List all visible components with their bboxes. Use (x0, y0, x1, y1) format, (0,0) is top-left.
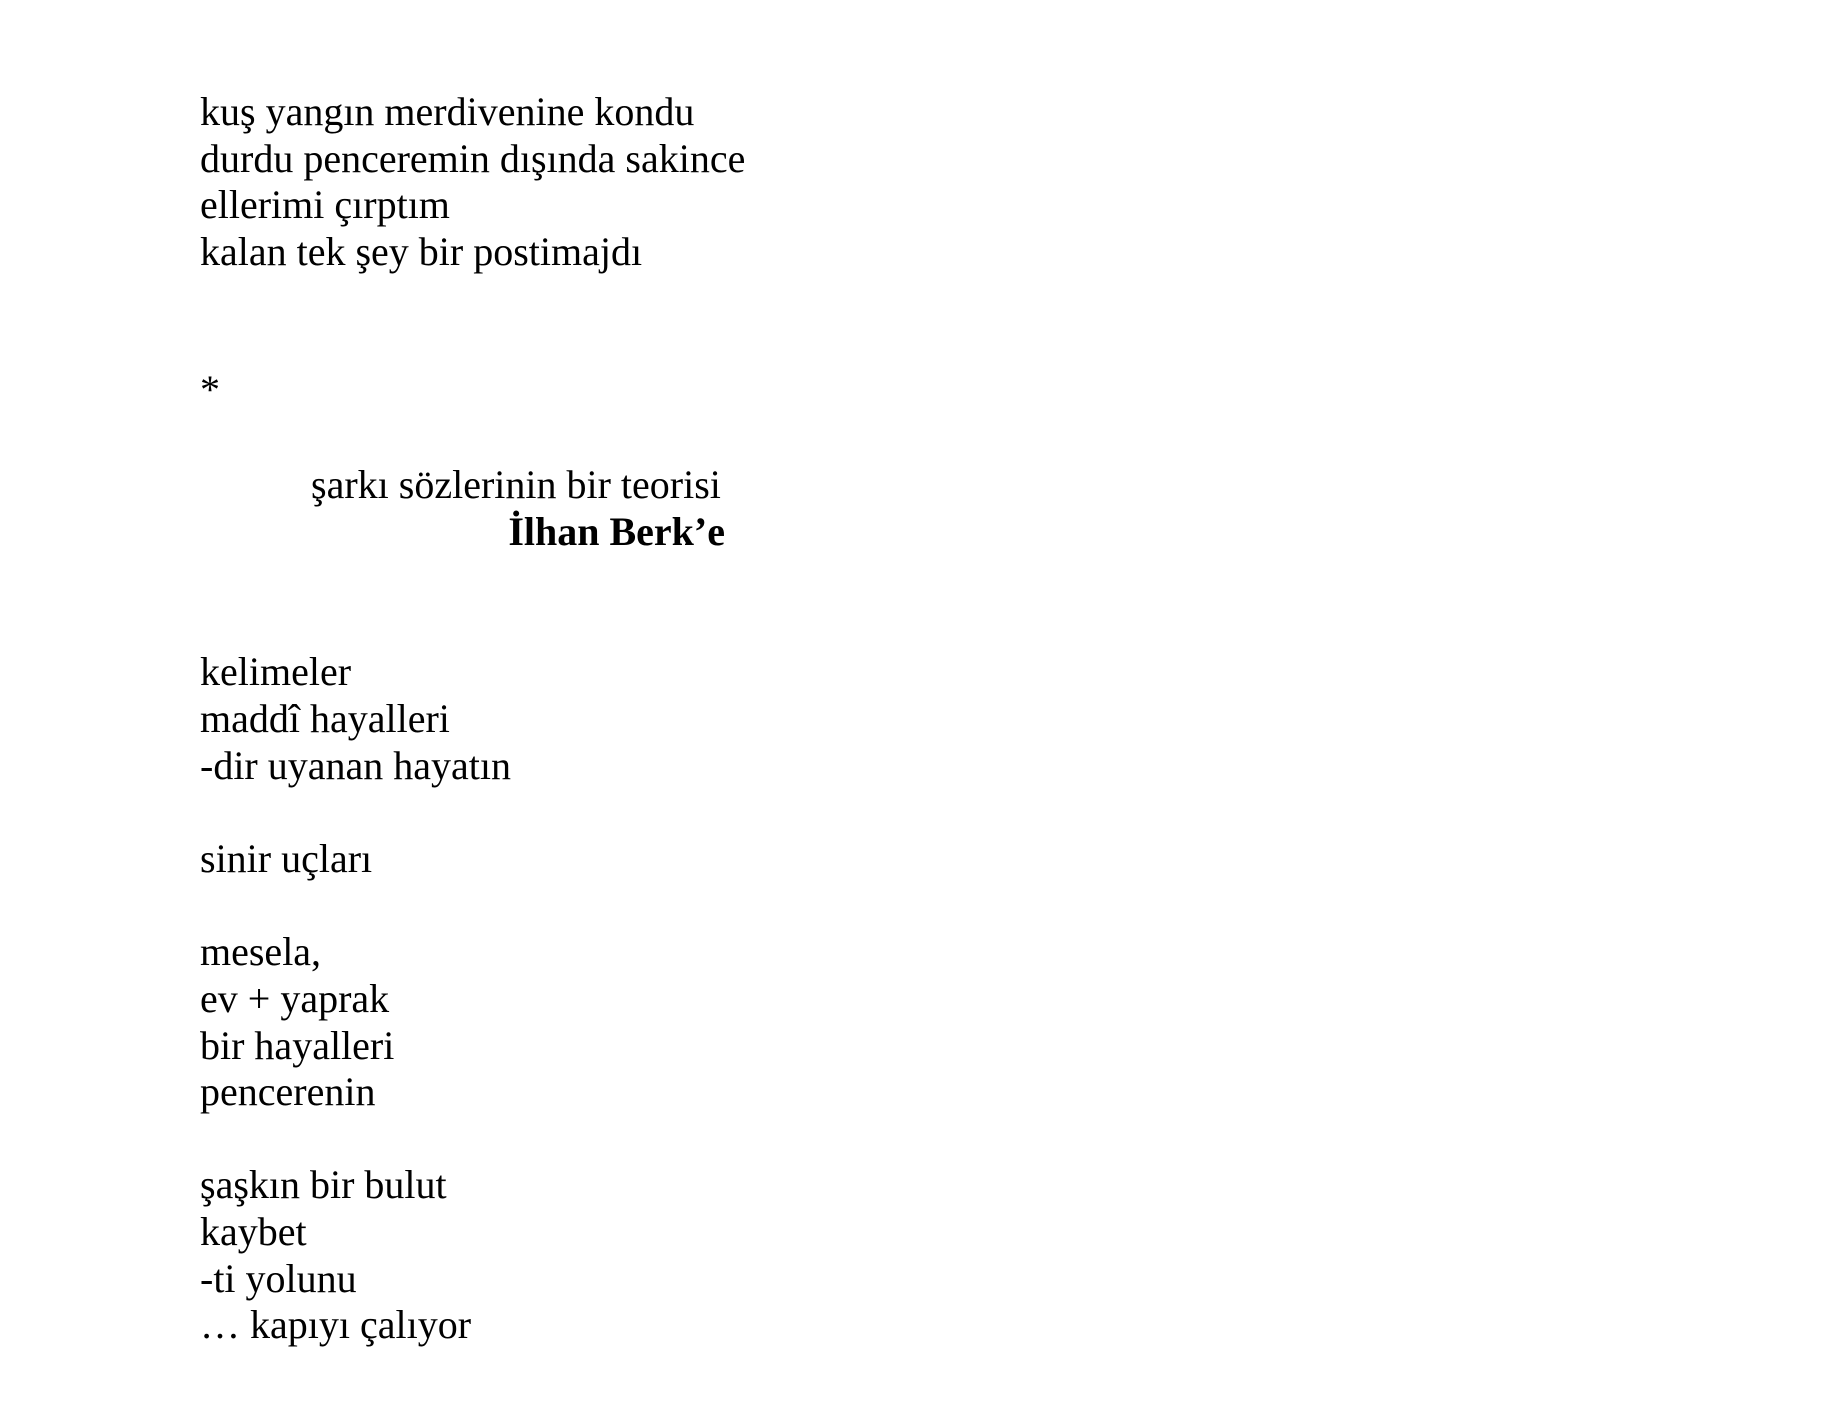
poem-dedication: İlhan Berk’e (508, 509, 725, 554)
poem-line: şaşkın bir bulut (200, 1162, 447, 1207)
poem-line: ev + yaprak (200, 976, 390, 1021)
poem-line: durdu penceremin dışında sakince (200, 136, 746, 181)
poem-line: kelimeler (200, 649, 352, 694)
poem-line: ellerimi çırptım (200, 182, 450, 227)
poem-line: pencerenin (200, 1069, 376, 1114)
poem-line: kuş yangın merdivenine kondu (200, 89, 695, 134)
poem-line: maddî hayalleri (200, 696, 450, 741)
poem-line: kalan tek şey bir postimajdı (200, 229, 643, 274)
poem-line: … kapıyı çalıyor (200, 1302, 472, 1347)
poem-line: sinir uçları (200, 836, 373, 881)
poem-line: mesela, (200, 929, 322, 974)
poem-line: -dir uyanan hayatın (200, 743, 511, 788)
poem-line: bir hayalleri (200, 1023, 395, 1068)
section-separator: * (200, 367, 220, 412)
poem-line: -ti yolunu (200, 1256, 357, 1301)
poem-title: şarkı sözlerinin bir teorisi (311, 462, 721, 507)
poem-line: kaybet (200, 1209, 307, 1254)
